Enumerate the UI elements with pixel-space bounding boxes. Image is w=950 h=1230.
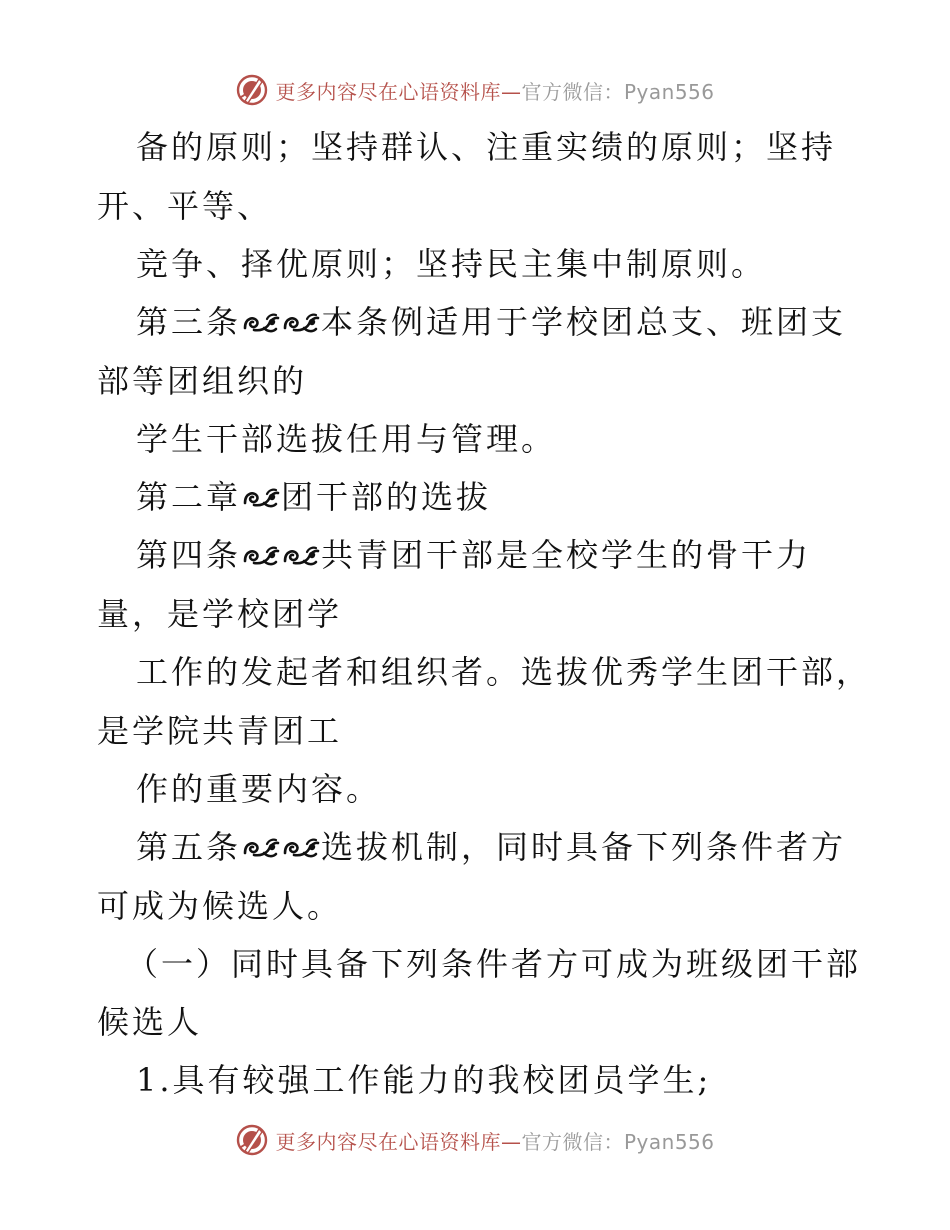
text-line-1: 备的原则；坚持群认、注重实绩的原则；坚持 bbox=[136, 128, 837, 166]
chapter-2-heading bbox=[136, 477, 491, 517]
text-line-3: 竞争、择优原则；坚持民主集中制原则。 bbox=[136, 245, 767, 283]
article-3-text: 本条例适用于学校团总支、班团支 bbox=[321, 303, 847, 341]
fleuron-ornament-icon bbox=[242, 835, 280, 861]
text-line-9: 量，是学校团学 bbox=[97, 595, 343, 633]
fleuron-ornament-icon bbox=[282, 310, 320, 336]
text-line-15: （一）同时具备下列条件者方可成为班级团干部 bbox=[126, 945, 862, 983]
text-line-2: 开、平等、 bbox=[97, 187, 273, 225]
text-line-6: 学生干部选拔任用与管理。 bbox=[136, 420, 557, 458]
watermark-text: 更多内容尽在心语资料库—官方微信：Pyan556 bbox=[275, 1129, 715, 1154]
quill-seal-logo-icon bbox=[235, 1123, 269, 1157]
fleuron-ornament-icon bbox=[242, 310, 280, 336]
text-line-17: 1.具有较强工作能力的我校团员学生; bbox=[136, 1061, 712, 1099]
article-5-label: 第五条 bbox=[136, 828, 242, 866]
text-line-10: 工作的发起者和组织者。选拔优秀学生团干部， bbox=[136, 653, 872, 691]
header-watermark bbox=[0, 70, 950, 110]
fleuron-ornament-icon bbox=[242, 485, 280, 511]
footer-watermark bbox=[0, 1120, 950, 1160]
watermark-text: 更多内容尽在心语资料库—官方微信：Pyan556 bbox=[275, 79, 715, 104]
article-4-label: 第四条 bbox=[136, 536, 242, 574]
fleuron-ornament-icon bbox=[282, 835, 320, 861]
article-4-text: 共青团干部是全校学生的骨干力 bbox=[321, 536, 812, 574]
article-3-label: 第三条 bbox=[136, 303, 242, 341]
text-line-14: 可成为候选人。 bbox=[97, 887, 343, 925]
text-line-12: 作的重要内容。 bbox=[136, 770, 382, 808]
fleuron-ornament-icon bbox=[242, 543, 280, 569]
fleuron-ornament-icon bbox=[282, 543, 320, 569]
chapter-2-label: 第二章 bbox=[136, 478, 242, 516]
article-4-line bbox=[136, 535, 811, 575]
article-5-line bbox=[136, 827, 846, 867]
text-line-11: 是学院共青团工 bbox=[97, 712, 343, 750]
text-line-5: 部等团组织的 bbox=[97, 362, 308, 400]
chapter-2-title: 团干部的选拔 bbox=[281, 478, 492, 516]
article-3-line bbox=[136, 302, 846, 342]
quill-seal-logo-icon bbox=[235, 73, 269, 107]
article-5-text: 选拔机制，同时具备下列条件者方 bbox=[321, 828, 847, 866]
text-line-16: 候选人 bbox=[97, 1003, 203, 1041]
